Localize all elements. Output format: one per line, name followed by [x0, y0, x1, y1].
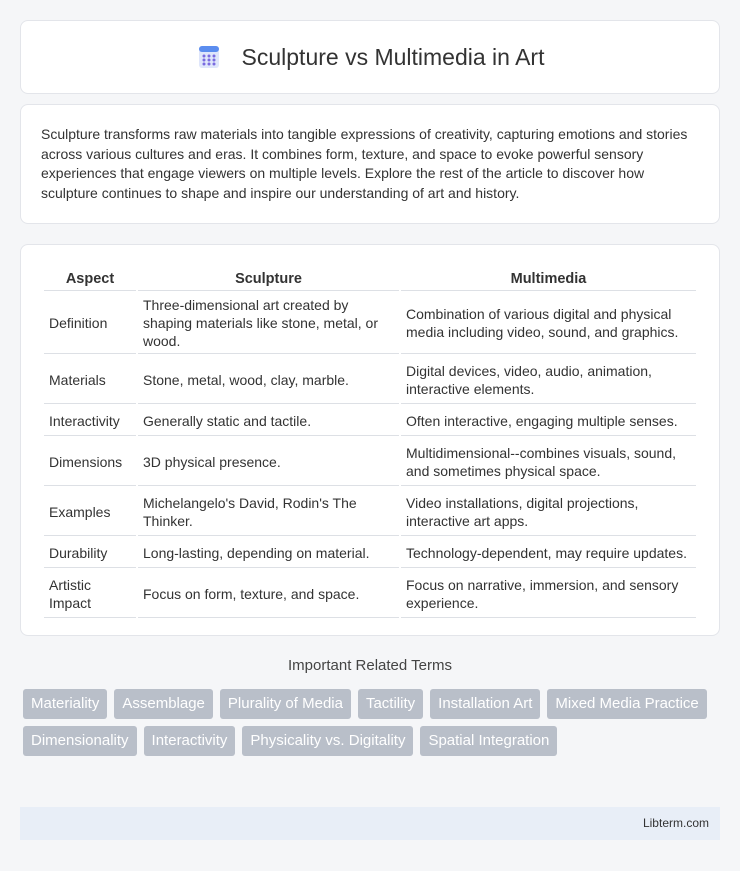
cell-multimedia: Video installations, digital projections, interactive art apps.	[401, 488, 696, 536]
table-row	[44, 488, 696, 536]
cell-sculpture: Long-lasting, depending on material.	[138, 538, 399, 568]
cell-sculpture: Three-dimensional art created by shaping materials like stone, metal, or wood.	[138, 293, 399, 354]
related-terms-list	[23, 689, 723, 763]
header-aspect: Aspect	[44, 267, 136, 291]
cell-aspect: Durability	[44, 538, 136, 568]
cell-sculpture: Stone, metal, wood, clay, marble.	[138, 356, 399, 404]
term-tag[interactable]: Interactivity	[144, 726, 236, 756]
term-tag[interactable]: Assemblage	[114, 689, 213, 719]
cell-multimedia: Digital devices, video, audio, animation, interactive elements.	[401, 356, 696, 404]
cell-aspect: Interactivity	[44, 406, 136, 436]
cell-sculpture: Generally static and tactile.	[138, 406, 399, 436]
term-tag[interactable]: Installation Art	[430, 689, 540, 719]
table-row	[44, 293, 696, 354]
footer	[20, 807, 720, 840]
calculator-icon	[196, 44, 222, 70]
table-row	[44, 356, 696, 404]
term-tag[interactable]: Physicality vs. Digitality	[242, 726, 413, 756]
term-tag[interactable]: Dimensionality	[23, 726, 137, 756]
table-row	[44, 538, 696, 568]
table-row	[44, 438, 696, 486]
table-row	[44, 406, 696, 436]
comparison-table	[42, 265, 698, 620]
header-sculpture: Sculpture	[138, 267, 399, 291]
cell-multimedia: Focus on narrative, immersion, and sensory experience.	[401, 570, 696, 618]
term-tag[interactable]: Spatial Integration	[420, 726, 557, 756]
cell-aspect: Artistic Impact	[44, 570, 136, 618]
cell-aspect: Materials	[44, 356, 136, 404]
footer-link[interactable]: Libterm.com	[642, 816, 709, 830]
header-multimedia: Multimedia	[401, 267, 696, 291]
header-card	[20, 20, 720, 94]
cell-aspect: Definition	[44, 293, 136, 354]
cell-sculpture: Focus on form, texture, and space.	[138, 570, 399, 618]
page-title: Sculpture vs Multimedia in Art	[241, 43, 545, 70]
term-tag[interactable]: Plurality of Media	[220, 689, 351, 719]
cell-sculpture: Michelangelo's David, Rodin's The Thinker.	[138, 488, 399, 536]
cell-multimedia: Often interactive, engaging multiple senses.	[401, 406, 696, 436]
cell-aspect: Examples	[44, 488, 136, 536]
cell-multimedia: Combination of various digital and physical media including video, sound, and graphics.	[401, 293, 696, 354]
cell-multimedia: Multidimensional--combines visuals, sound, and sometimes physical space.	[401, 438, 696, 486]
cell-multimedia: Technology-dependent, may require updates.	[401, 538, 696, 568]
table-header-row	[44, 267, 696, 291]
term-tag[interactable]: Mixed Media Practice	[547, 689, 706, 719]
related-terms-title: Important Related Terms	[288, 657, 452, 674]
term-tag[interactable]: Tactility	[358, 689, 423, 719]
intro-card	[20, 104, 720, 224]
cell-aspect: Dimensions	[44, 438, 136, 486]
table-row	[44, 570, 696, 618]
comparison-card	[20, 244, 720, 636]
term-tag[interactable]: Materiality	[23, 689, 107, 719]
cell-sculpture: 3D physical presence.	[138, 438, 399, 486]
intro-text: Sculpture transforms raw materials into tangible expressions of creativity, capturing emotions and stories across various cultures and eras. It combines form, texture, and space to evoke powerful sensory experiences that engage viewers on multiple levels. Explore the rest of the article to discover how sculpture continues to shape and inspire our understanding of art and history.	[41, 126, 688, 201]
